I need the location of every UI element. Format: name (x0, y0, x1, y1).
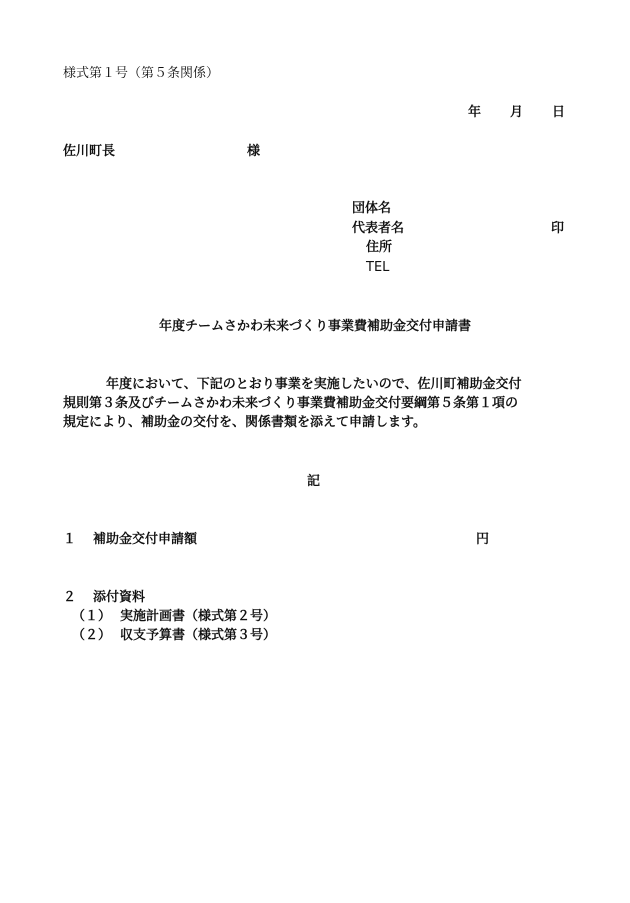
body-line-2: 規則第３条及びチームさかわ未来づくり事業費補助金交付要綱第５条第１項の (63, 396, 519, 411)
item2-label: 添付資料 (93, 590, 146, 605)
addressee-honorific: 様 (247, 144, 261, 159)
item1-unit: 円 (476, 532, 490, 547)
date-day-label: 日 (552, 105, 566, 120)
item2-subitem-1-number: （１） (72, 609, 112, 624)
item1-number: １ (63, 532, 77, 547)
date-year-label: 年 (468, 105, 482, 120)
seal-label: 印 (551, 221, 565, 236)
date-month-label: 月 (510, 105, 524, 120)
item2-subitem-1-label: 実施計画書（様式第２号） (120, 609, 277, 624)
ki-heading: 記 (307, 474, 321, 489)
form-number: 様式第１号（第５条関係） (63, 66, 220, 81)
document-title: 年度チームさかわ未来づくり事業費補助金交付申請書 (159, 319, 472, 334)
item2-subitem-2-number: （２） (72, 628, 112, 643)
item2-number: ２ (63, 590, 77, 605)
item2-subitem-2-label: 収支予算書（様式第３号） (120, 628, 277, 643)
body-line-3: 規定により、補助金の交付を、関係書類を添えて申請します。 (63, 415, 426, 430)
tel-label: TEL (366, 260, 390, 275)
address-label: 住所 (366, 240, 393, 255)
organization-label: 団体名 (352, 201, 392, 216)
addressee-name: 佐川町長 (63, 144, 116, 159)
body-line-1: 年度において、下記のとおり事業を実施したいので、佐川町補助金交付 (106, 377, 522, 392)
representative-label: 代表者名 (352, 221, 405, 236)
item1-label: 補助金交付申請額 (93, 532, 198, 547)
